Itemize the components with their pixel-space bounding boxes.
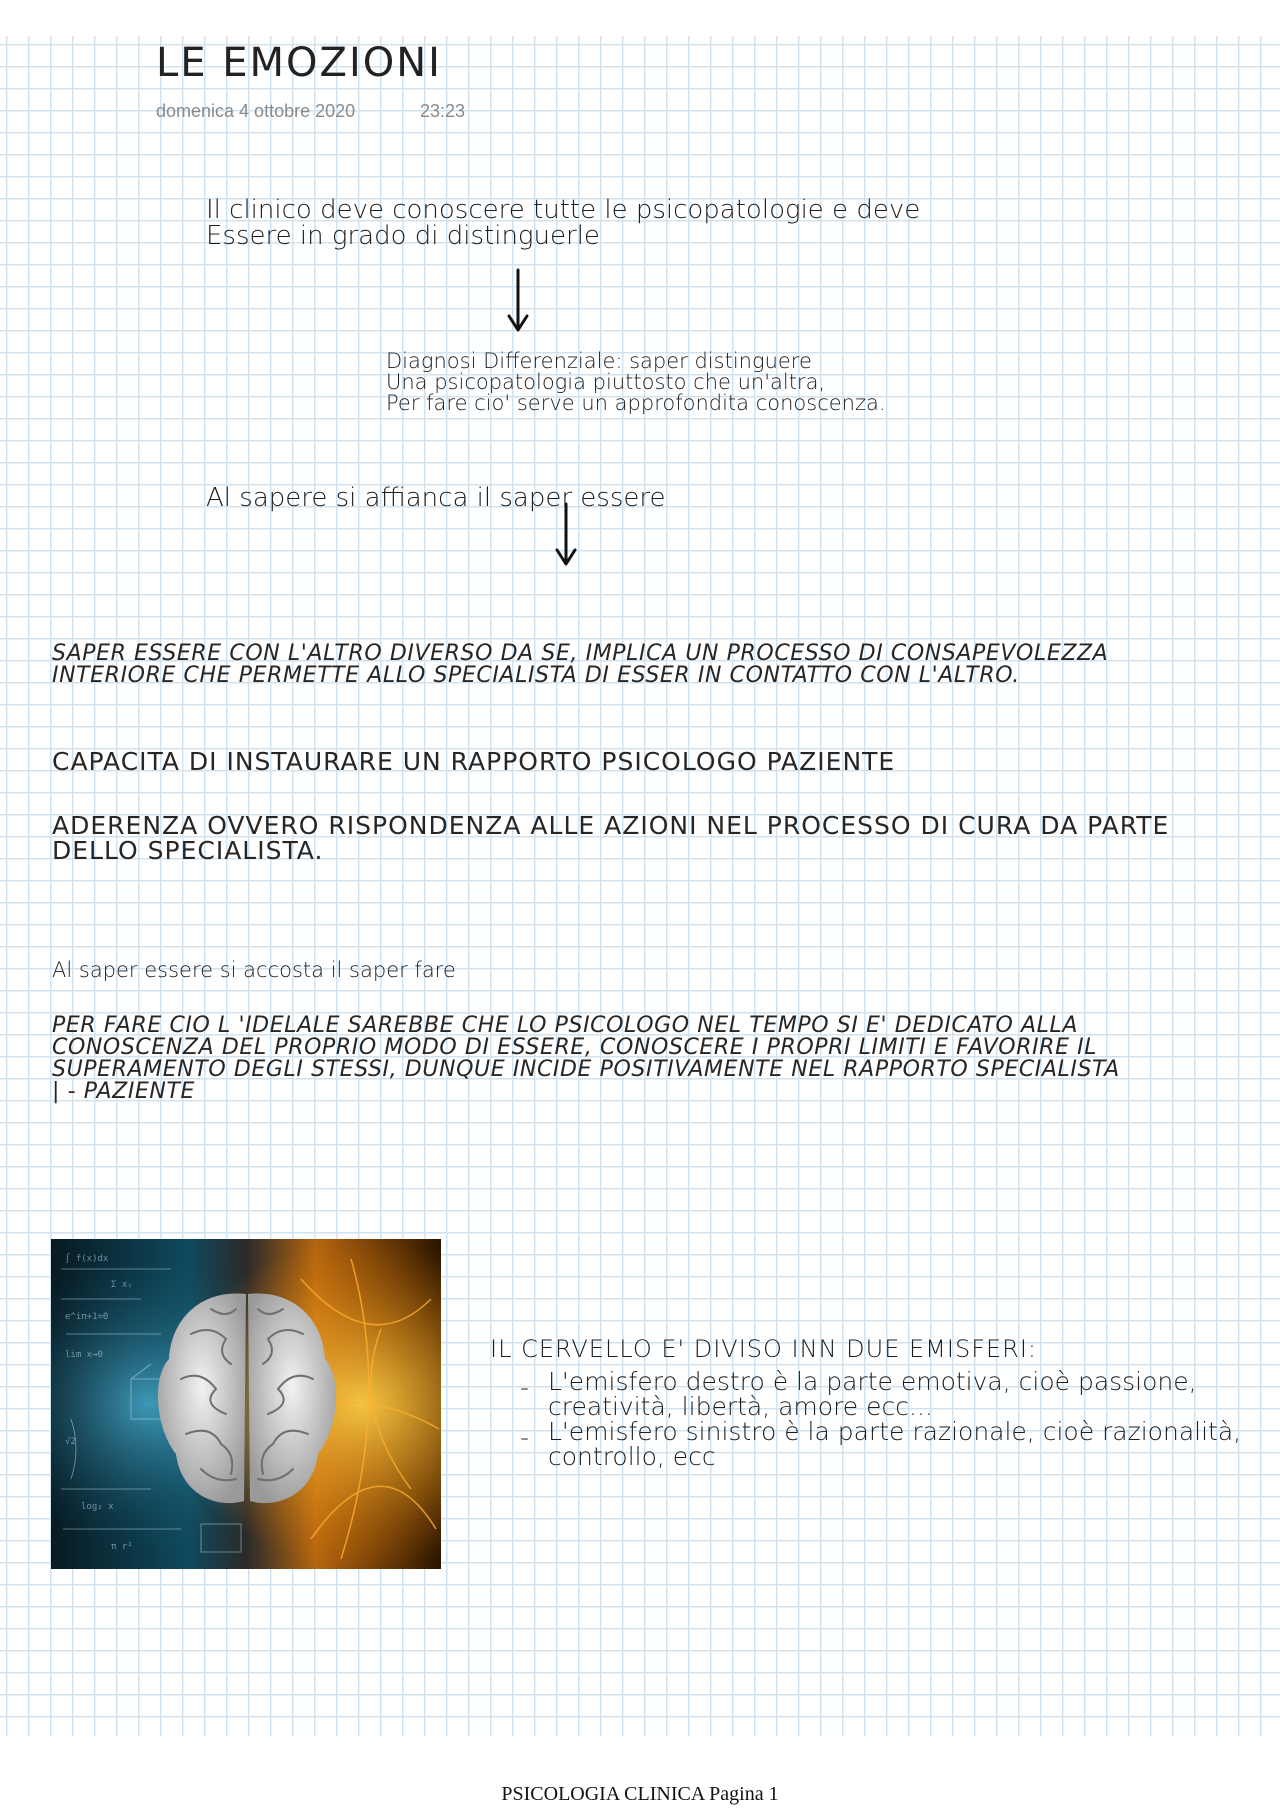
svg-text:log₂ x: log₂ x [81,1502,114,1512]
note-date: domenica 4 ottobre 2020 [156,101,356,121]
emisferi-title: IL CERVELLO E' DIVISO INN DUE EMISFERI: [490,1335,1037,1363]
note-time: 23:23 [420,101,466,121]
paragraph-caps-3 [52,813,1169,863]
svg-text:π r²: π r² [111,1542,133,1552]
list-item [520,1369,1280,1419]
text-line: - L'emisfero destro è la parte emotiva, cioè passione, [548,1367,1197,1396]
svg-text:∫ f(x)dx: ∫ f(x)dx [65,1254,109,1264]
arrow-down-icon [505,268,531,334]
emisferi-list [520,1369,1280,1469]
text-line: DELLO SPECIALISTA. [52,836,324,865]
svg-text:√2: √2 [65,1437,76,1447]
text-line: creatività, libertà, amore ecc... [548,1392,933,1421]
arrow-down-icon [553,502,579,568]
text-line: INTERIORE CHE PERMETTE ALLO SPECIALISTA DI ESSER IN CONTATTO CON L'ALTRO. [52,663,1020,688]
text-line: | - PAZIENTE [52,1079,196,1104]
text-line: CONOSCENZA DEL PROPRIO MODO DI ESSERE, CONOSCERE I PROPRI LIMITI E FAVORIRE IL [52,1035,1098,1060]
brain-illustration-icon [51,1239,441,1569]
page-title: LE EMOZIONI [156,40,442,86]
paragraph-caps-2: CAPACITA DI INSTAURARE UN RAPPORTO PSICOLOGO PAZIENTE [52,747,896,776]
page-footer: PSICOLOGIA CLINICA Pagina 1 [501,1783,779,1805]
text-line: Essere in grado di distinguerle [206,221,600,251]
list-item [520,1419,1280,1469]
svg-text:lim x→0: lim x→0 [65,1350,103,1360]
paragraph-saper-fare: Al saper essere si accosta il saper fare [52,958,456,982]
text-line: controllo, ecc [548,1442,716,1471]
paragraph-caps-4 [52,1015,1120,1103]
text-line: Per fare cio' serve un approfondita conoscenza. [386,391,886,415]
text-line: Una psicopatologia piuttosto che un'altra, [386,370,826,394]
paragraph-clinico [206,197,920,249]
text-line: Diagnosi Differenziale: saper distinguere [386,349,812,373]
svg-text:e^iπ+1=0: e^iπ+1=0 [65,1312,109,1322]
text-line: SUPERAMENTO DEGLI STESSI, DUNQUE INCIDE POSITIVAMENTE NEL RAPPORTO SPECIALISTA [52,1057,1120,1082]
text-line: ADERENZA OVVERO RISPONDENZA ALLE AZIONI NEL PROCESSO DI CURA DA PARTE [52,811,1170,840]
text-line: - L'emisfero sinistro è la parte razionale, cioè razionalità, [548,1417,1242,1446]
svg-text:Σ xᵢ: Σ xᵢ [111,1280,133,1290]
paragraph-diagnosi [386,351,886,414]
text-line: PER FARE CIO L 'IDELALE SAREBBE CHE LO PSICOLOGO NEL TEMPO SI E' DEDICATO ALLA [52,1013,1079,1038]
paragraph-caps-1 [52,643,1108,687]
paragraph-saper-essere: Al sapere si affianca il saper essere [206,483,666,513]
text-line: SAPER ESSERE CON L'ALTRO DIVERSO DA SE, IMPLICA UN PROCESSO DI CONSAPEVOLEZZA [52,641,1109,666]
text-line: Il clinico deve conoscere tutte le psicopatologie e deve [206,195,921,225]
